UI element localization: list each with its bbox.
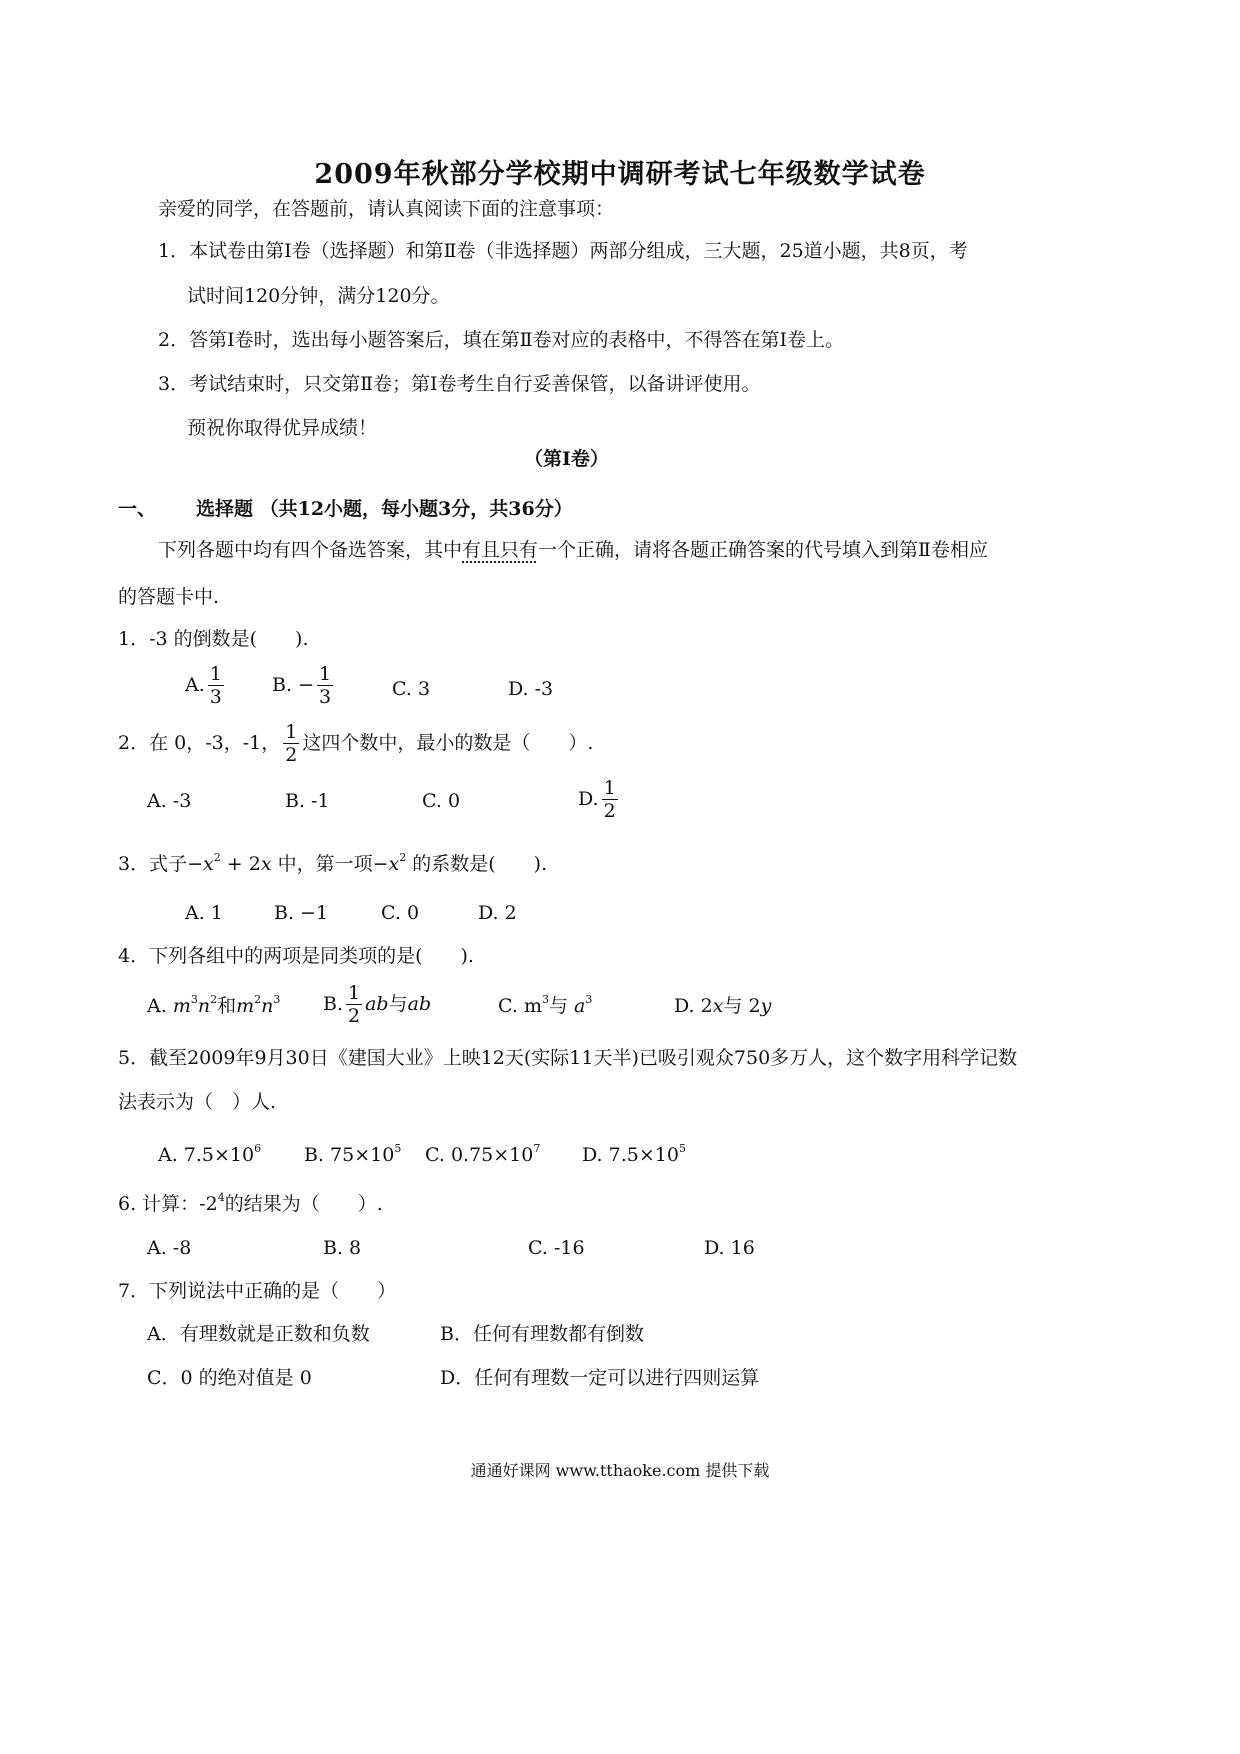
question-6-stem: 6. 计算：$-2^4$的结果为（ ）.: [118, 1191, 383, 1215]
question-2-option-c: C. 0: [422, 790, 461, 812]
question-3-option-b: B. −1: [274, 902, 329, 924]
question-4-stem: 4．下列各组中的两项是同类项的是( ).: [118, 945, 474, 967]
question-2-option-b: B. -1: [285, 790, 330, 812]
question-5-stem-line-1: 5．截至2009年9月30日《建国大业》上映12天(实际11天半)已吸引观众750多万人，这个数字用科学记数: [118, 1047, 1018, 1069]
question-2-option-d: D. $\frac{1}{2}$: [578, 777, 616, 822]
question-4-option-a: A. $m^3n^2$和$m^2n^3$: [147, 993, 281, 1017]
question-1-option-d: D. -3: [508, 678, 554, 700]
question-4-option-c: C. $m^3$与 $a^3$: [498, 993, 593, 1017]
section-heading: 选择题 （共12小题，每小题3分，共36分）: [196, 498, 573, 520]
question-1-stem: 1．-3 的倒数是( ).: [118, 628, 309, 650]
question-3-option-c: C. 0: [381, 902, 420, 924]
question-2-option-a: A. -3: [147, 790, 192, 812]
question-6-option-b: B. 8: [323, 1237, 362, 1259]
intro-greeting: 亲爱的同学，在答题前，请认真阅读下面的注意事项：: [158, 198, 615, 220]
note-1-line-2: 试时间120分钟，满分120分。: [187, 285, 450, 307]
question-7-option-d: D．任何有理数一定可以进行四则运算: [440, 1367, 760, 1389]
question-4-option-d: D. 2x与 2y: [674, 995, 772, 1017]
page-footer: 通通好课网 www.tthaoke.com 提供下载: [470, 1461, 770, 1480]
section-number: 一、: [118, 498, 157, 520]
question-6-option-a: A. -8: [147, 1237, 192, 1259]
question-1-option-b: B. − $\frac{1}{3}$: [272, 663, 332, 708]
question-5-option-c: C. $0.75\times 10^7$: [425, 1142, 541, 1166]
question-7-option-c: C．0 的绝对值是 0: [147, 1367, 312, 1389]
question-1-option-a: A. $\frac{1}{3}$: [185, 663, 222, 708]
question-1-option-c: C. 3: [392, 678, 431, 700]
question-7-stem: 7．下列说法中正确的是（ ）: [118, 1280, 397, 1302]
instruction-emphasis: 有且只有: [462, 539, 539, 561]
question-7-option-a: A．有理数就是正数和负数: [147, 1323, 370, 1345]
question-7-option-b: B．任何有理数都有倒数: [440, 1323, 644, 1345]
fraction: $\frac{1}{2}$: [285, 721, 298, 766]
note-3: 3．考试结束时，只交第Ⅱ卷；第Ⅰ卷考生自行妥善保管，以备讲评使用。: [158, 373, 761, 395]
question-3-option-a: A. 1: [185, 902, 223, 924]
note-2: 2．答第Ⅰ卷时，选出每小题答案后，填在第Ⅱ卷对应的表格中，不得答在第Ⅰ卷上。: [158, 329, 845, 351]
question-2-stem: 2．在 0，-3，-1， $\frac{1}{2}$ 这四个数中，最小的数是（ ）.: [118, 721, 594, 766]
question-3-option-d: D. 2: [478, 902, 517, 924]
fraction: $\frac{1}{2}$: [348, 982, 361, 1027]
question-6-option-c: C. -16: [528, 1237, 585, 1259]
question-5-option-b: B. $75\times 10^5$: [304, 1142, 402, 1166]
page-title: 2009年秋部分学校期中调研考试七年级数学试卷: [314, 159, 926, 190]
question-6-option-d: D. 16: [704, 1237, 755, 1259]
volume-heading: （第Ⅰ卷）: [524, 448, 609, 470]
fraction: $\frac{1}{3}$: [209, 663, 222, 708]
question-5-option-d: D. $7.5\times 10^5$: [582, 1142, 686, 1166]
instruction-part-a: 下列各题中均有四个备选答案，其中: [158, 539, 463, 561]
section-instruction: [158, 541, 988, 560]
question-4-option-b: B. $\frac{1}{2}$ ab 与 ab: [323, 982, 432, 1027]
wish-text: 预祝你取得优异成绩！: [187, 417, 378, 439]
fraction: $\frac{1}{2}$: [603, 777, 616, 822]
instruction-part-b: 一个正确，请将各题正确答案的代号填入到第Ⅱ卷相应: [538, 539, 988, 561]
question-5-stem-line-2: 法表示为（ ）人.: [118, 1091, 277, 1113]
fraction: $\frac{1}{3}$: [318, 663, 332, 708]
question-3-stem: 3．式子$-x^2 + 2x$ 中，第一项$-x^2$ 的系数是( ).: [118, 851, 548, 875]
section-instruction-end: 的答题卡中.: [118, 586, 220, 608]
question-5-option-a: A. $7.5\times 10^6$: [158, 1142, 262, 1166]
note-1-line-1: 1．本试卷由第Ⅰ卷（选择题）和第Ⅱ卷（非选择题）两部分组成，三大题，25道小题，共8页，考: [158, 240, 968, 262]
